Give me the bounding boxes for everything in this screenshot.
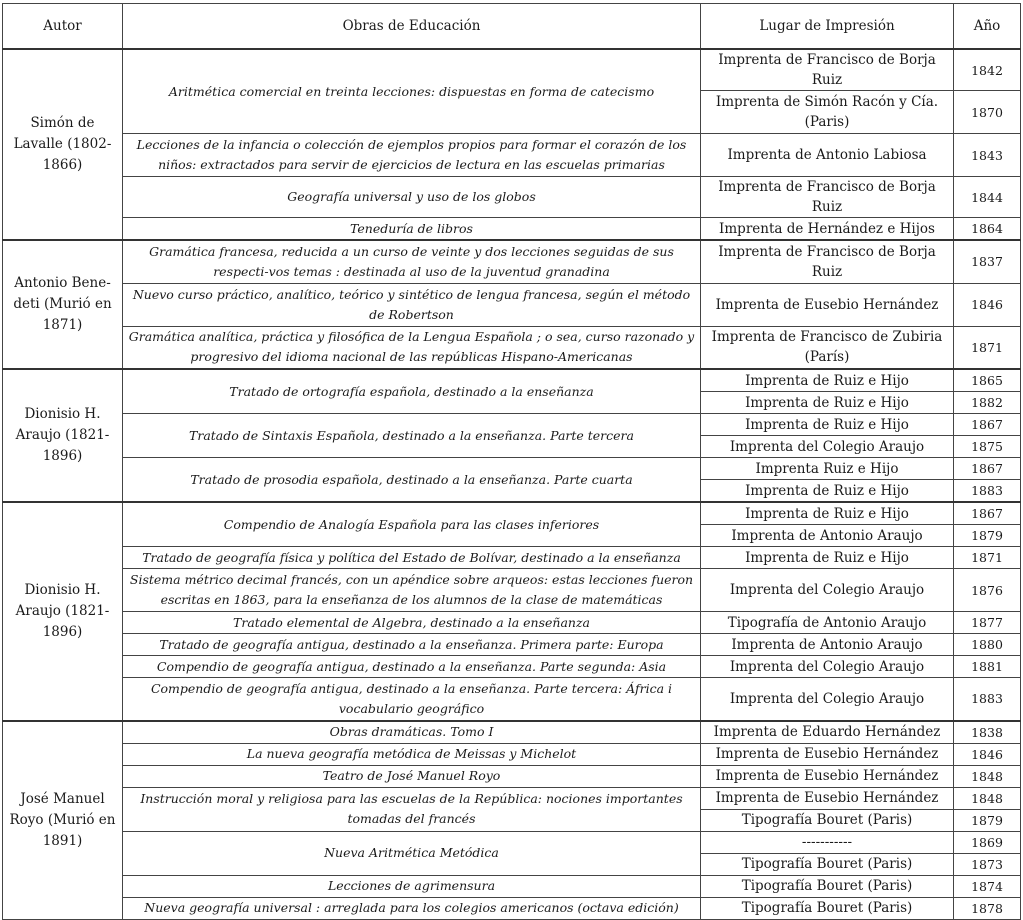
- printer-cell: -----------: [701, 831, 954, 853]
- year-cell: 1882: [954, 392, 1021, 414]
- table-row: [3, 240, 1021, 283]
- works-table: [2, 3, 1021, 920]
- header-lugar: Lugar de Impresión: [701, 4, 954, 50]
- printer-cell: Imprenta de Ruiz e Hijo: [701, 502, 954, 525]
- header-anio: Año: [954, 4, 1021, 50]
- year-cell: 1869: [954, 831, 1021, 853]
- header-autor: Autor: [3, 4, 123, 50]
- work-title-cell: Nueva geografía universal : arreglada para los colegios americanos (octava edición): [123, 897, 701, 919]
- table-row: [3, 831, 1021, 853]
- table-row: [3, 765, 1021, 787]
- table-row: [3, 326, 1021, 369]
- work-title-cell: Instrucción moral y religiosa para las escuelas de la República: nociones importantes tomadas del francés: [123, 787, 701, 831]
- table-row: [3, 283, 1021, 326]
- printer-cell: Imprenta Ruiz e Hijo: [701, 458, 954, 480]
- author-cell: Simón de Lavalle (1802-1866): [3, 49, 123, 240]
- year-cell: 1848: [954, 787, 1021, 809]
- printer-cell: Imprenta de Eusebio Hernández: [701, 765, 954, 787]
- printer-cell: Tipografía Bouret (Paris): [701, 897, 954, 919]
- printer-cell: Imprenta del Colegio Araujo: [701, 569, 954, 612]
- printer-cell: Imprenta de Eduardo Hernández: [701, 721, 954, 744]
- year-cell: 1867: [954, 458, 1021, 480]
- work-title-cell: Lecciones de la infancia o colección de ejemplos propios para formar el corazón de los niños: extractados para servir de ejercicios de lectura en las escuelas primarias: [123, 134, 701, 177]
- year-cell: 1875: [954, 436, 1021, 458]
- work-title-cell: Tratado elemental de Algebra, destinado a la enseñanza: [123, 612, 701, 634]
- work-title-cell: La nueva geografía metódica de Meissas y Michelot: [123, 743, 701, 765]
- year-cell: 1865: [954, 369, 1021, 392]
- work-title-cell: Teatro de José Manuel Royo: [123, 765, 701, 787]
- year-cell: 1844: [954, 177, 1021, 218]
- year-cell: 1877: [954, 612, 1021, 634]
- printer-cell: Imprenta de Francisco de Borja Ruiz: [701, 177, 954, 218]
- work-title-cell: Compendio de geografía antigua, destinado a la enseñanza. Parte tercera: África i vocabulario geográfico: [123, 678, 701, 721]
- author-cell: Dionisio H. Araujo (1821-1896): [3, 502, 123, 721]
- year-cell: 1867: [954, 502, 1021, 525]
- work-title-cell: Gramática francesa, reducida a un curso de veinte y dos lecciones seguidas de sus respecti-vos temas : destinada al uso de la juventud granadina: [123, 240, 701, 283]
- year-cell: 1837: [954, 240, 1021, 283]
- work-title-cell: Nuevo curso práctico, analítico, teórico y sintético de lengua francesa, según el método de Robertson: [123, 283, 701, 326]
- printer-cell: Tipografía Bouret (Paris): [701, 809, 954, 831]
- work-title-cell: Gramática analítica, práctica y filosófica de la Lengua Española ; o sea, curso razonado y progresivo del idioma nacional de las repúblicas Hispano-Americanas: [123, 326, 701, 369]
- year-cell: 1870: [954, 91, 1021, 134]
- table-row: [3, 656, 1021, 678]
- work-title-cell: Geografía universal y uso de los globos: [123, 177, 701, 218]
- printer-cell: Imprenta de Francisco de Borja Ruiz: [701, 240, 954, 283]
- year-cell: 1879: [954, 525, 1021, 547]
- printer-cell: Imprenta de Eusebio Hernández: [701, 743, 954, 765]
- table-row: [3, 134, 1021, 177]
- year-cell: 1874: [954, 875, 1021, 897]
- header-obras: Obras de Educación: [123, 4, 701, 50]
- year-cell: 1880: [954, 634, 1021, 656]
- printer-cell: Tipografía Bouret (Paris): [701, 875, 954, 897]
- work-title-cell: Compendio de Analogía Española para las clases inferiores: [123, 502, 701, 547]
- printer-cell: Imprenta de Antonio Labiosa: [701, 134, 954, 177]
- work-title-cell: Tratado de ortografía española, destinado a la enseñanza: [123, 369, 701, 414]
- year-cell: 1867: [954, 414, 1021, 436]
- author-cell: Antonio Bene-deti (Murió en 1871): [3, 240, 123, 369]
- year-cell: 1883: [954, 480, 1021, 503]
- work-title-cell: Tratado de geografía antigua, destinado a la enseñanza. Primera parte: Europa: [123, 634, 701, 656]
- table-row: [3, 634, 1021, 656]
- work-title-cell: Aritmética comercial en treinta lecciones: dispuestas en forma de catecismo: [123, 49, 701, 134]
- table-row: [3, 177, 1021, 218]
- table-row: [3, 743, 1021, 765]
- year-cell: 1881: [954, 656, 1021, 678]
- printer-cell: Tipografía de Antonio Araujo: [701, 612, 954, 634]
- printer-cell: Imprenta de Eusebio Hernández: [701, 283, 954, 326]
- printer-cell: Imprenta de Hernández e Hijos: [701, 218, 954, 241]
- author-cell: Dionisio H. Araujo (1821-1896): [3, 369, 123, 502]
- work-title-cell: Teneduría de libros: [123, 218, 701, 241]
- year-cell: 1842: [954, 49, 1021, 91]
- table-row: [3, 787, 1021, 809]
- year-cell: 1876: [954, 569, 1021, 612]
- work-title-cell: Tratado de Sintaxis Española, destinado a la enseñanza. Parte tercera: [123, 414, 701, 458]
- printer-cell: Imprenta de Ruiz e Hijo: [701, 369, 954, 392]
- table-row: [3, 897, 1021, 919]
- year-cell: 1846: [954, 743, 1021, 765]
- table-row: [3, 369, 1021, 392]
- printer-cell: Imprenta del Colegio Araujo: [701, 436, 954, 458]
- year-cell: 1878: [954, 897, 1021, 919]
- year-cell: 1843: [954, 134, 1021, 177]
- author-cell: José Manuel Royo (Murió en 1891): [3, 721, 123, 920]
- work-title-cell: Compendio de geografía antigua, destinado a la enseñanza. Parte segunda: Asia: [123, 656, 701, 678]
- table-row: [3, 414, 1021, 436]
- work-title-cell: Lecciones de agrimensura: [123, 875, 701, 897]
- printer-cell: Imprenta de Antonio Araujo: [701, 634, 954, 656]
- printer-cell: Imprenta del Colegio Araujo: [701, 678, 954, 721]
- printer-cell: Imprenta de Antonio Araujo: [701, 525, 954, 547]
- year-cell: 1871: [954, 326, 1021, 369]
- year-cell: 1871: [954, 547, 1021, 569]
- work-title-cell: Tratado de geografía física y política del Estado de Bolívar, destinado a la enseñanza: [123, 547, 701, 569]
- table-row: [3, 875, 1021, 897]
- table-row: [3, 612, 1021, 634]
- printer-cell: Imprenta de Francisco de Borja Ruiz: [701, 49, 954, 91]
- header-row: [3, 4, 1021, 50]
- printer-cell: Imprenta de Ruiz e Hijo: [701, 547, 954, 569]
- table-row: [3, 502, 1021, 525]
- printer-cell: Imprenta de Eusebio Hernández: [701, 787, 954, 809]
- printer-cell: Imprenta del Colegio Araujo: [701, 656, 954, 678]
- table-row: [3, 218, 1021, 241]
- year-cell: 1873: [954, 853, 1021, 875]
- year-cell: 1879: [954, 809, 1021, 831]
- printer-cell: Tipografía Bouret (Paris): [701, 853, 954, 875]
- printer-cell: Imprenta de Francisco de Zubiria (París): [701, 326, 954, 369]
- year-cell: 1864: [954, 218, 1021, 241]
- work-title-cell: Nueva Aritmética Metódica: [123, 831, 701, 875]
- table-row: [3, 721, 1021, 744]
- table-row: [3, 547, 1021, 569]
- printer-cell: Imprenta de Ruiz e Hijo: [701, 392, 954, 414]
- year-cell: 1848: [954, 765, 1021, 787]
- table-row: [3, 678, 1021, 721]
- year-cell: 1838: [954, 721, 1021, 744]
- year-cell: 1846: [954, 283, 1021, 326]
- printer-cell: Imprenta de Ruiz e Hijo: [701, 480, 954, 503]
- work-title-cell: Sistema métrico decimal francés, con un apéndice sobre arqueos: estas lecciones fueron escritas en 1863, para la enseñanza de los alumnos de la clase de matemáticas: [123, 569, 701, 612]
- table-row: [3, 458, 1021, 480]
- year-cell: 1883: [954, 678, 1021, 721]
- table-row: [3, 49, 1021, 91]
- printer-cell: Imprenta de Ruiz e Hijo: [701, 414, 954, 436]
- work-title-cell: Obras dramáticas. Tomo I: [123, 721, 701, 744]
- work-title-cell: Tratado de prosodia española, destinado a la enseñanza. Parte cuarta: [123, 458, 701, 503]
- table-row: [3, 569, 1021, 612]
- printer-cell: Imprenta de Simón Racón y Cía. (Paris): [701, 91, 954, 134]
